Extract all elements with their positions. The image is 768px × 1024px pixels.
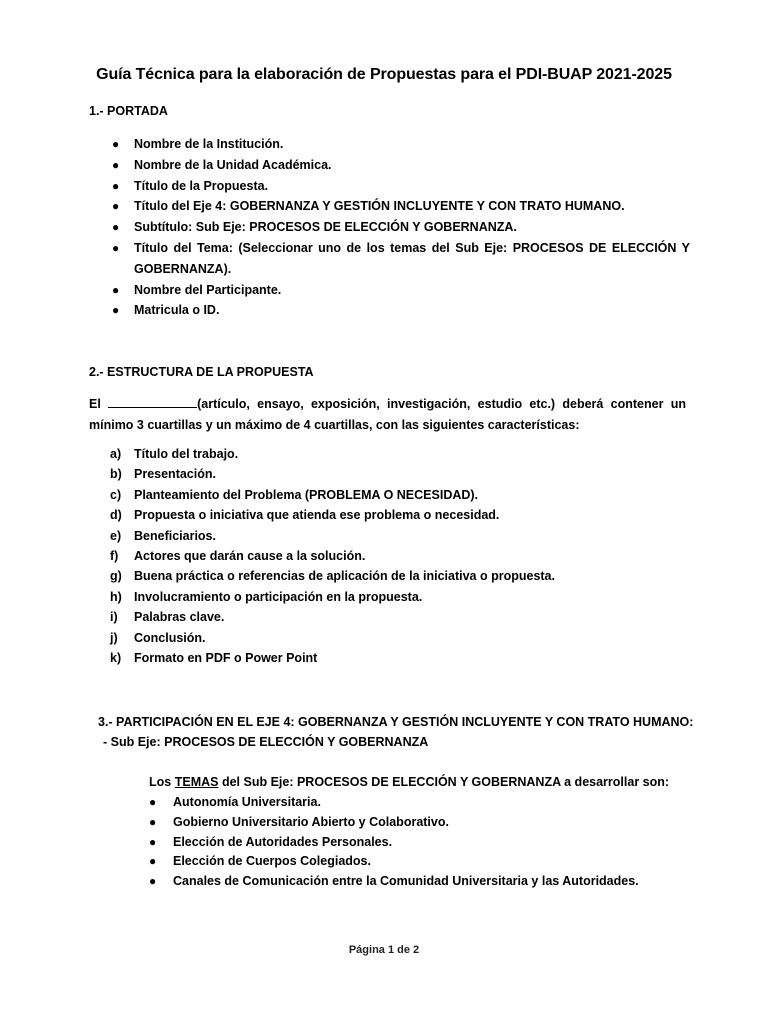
list-item: c) Planteamiento del Problema (PROBLEMA O NECESIDAD). — [110, 487, 479, 502]
list-item: i) Palabras clave. — [110, 610, 225, 625]
list-item: ● Elección de Autoridades Personales. — [148, 833, 708, 853]
list-item: ● Elección de Cuerpos Colegiados. — [148, 852, 708, 872]
bullet-icon: ● — [149, 874, 157, 889]
bullet-icon: ● — [149, 795, 157, 809]
list-item: a) Título del trabajo. — [110, 447, 239, 461]
list-item: ● Nombre del Participante. — [110, 280, 690, 301]
section-2-heading: 2.- ESTRUCTURA DE LA PROPUESTA — [89, 365, 314, 379]
bullet-icon: ● — [112, 240, 120, 255]
list-item: ● Nombre de la Institución. — [110, 134, 690, 155]
list-item: ● Autonomía Universitaria. — [148, 793, 708, 813]
list-item: f) Actores que darán cause a la solución. — [110, 549, 366, 564]
list-item: b) Presentación. — [110, 467, 216, 482]
bullet-icon: ● — [149, 834, 157, 849]
list-item: d) Propuesta o iniciativa que atienda ese problema o necesidad. — [110, 508, 500, 523]
bullet-icon: ● — [112, 282, 120, 297]
list-item: ● Canales de Comunicación entre la Comunidad Universitaria y las Autoridades. — [148, 872, 708, 892]
bullet-icon: ● — [112, 220, 120, 235]
bullet-icon: ● — [149, 854, 157, 869]
list-item: ● Gobierno Universitario Abierto y Colaborativo. — [148, 813, 708, 833]
list-item: ● Título del Eje 4: GOBERNANZA Y GESTIÓN INCLUYENTE Y CON TRATO HUMANO. — [110, 196, 690, 217]
list-item: e) Beneficiarios. — [110, 528, 216, 543]
document-title: Guía Técnica para la elaboración de Propuestas para el PDI-BUAP 2021-2025 — [96, 66, 672, 83]
structure-list — [110, 444, 690, 668]
temas-list — [148, 793, 708, 892]
section-2-intro: El (artículo, ensayo, exposición, investigación, estudio etc.) deberá contener un mínimo 3 cuartillas y un máximo de 4 cuartillas, con las siguientes características: — [89, 397, 686, 432]
fill-in-blank — [108, 395, 197, 408]
list-item: g) Buena práctica o referencias de aplicación de la iniciativa o propuesta. — [110, 569, 555, 584]
bullet-icon: ● — [112, 303, 120, 318]
bullet-icon: ● — [112, 199, 120, 214]
list-item: j) Conclusión. — [110, 630, 206, 645]
bullet-icon: ● — [149, 814, 157, 829]
section-3-heading: 3.- PARTICIPACIÓN EN EL EJE 4: GOBERNANZA Y GESTIÓN INCLUYENTE Y CON TRATO HUMANO: - Sub Eje: PROCESOS DE ELECCIÓN Y GOBERNANZA — [98, 715, 694, 749]
list-item: h) Involucramiento o participación en la propuesta. — [110, 589, 423, 604]
list-item: ● Nombre de la Unidad Académica. — [110, 155, 690, 176]
list-item: ● Título de la Propuesta. — [110, 176, 690, 197]
list-item: ● Matricula o ID. — [110, 300, 690, 321]
temas-intro: Los TEMAS del Sub Eje: PROCESOS DE ELECCIÓN Y GOBERNANZA a desarrollar son: — [149, 775, 670, 789]
bullet-icon: ● — [112, 178, 120, 193]
bullet-icon: ● — [112, 157, 120, 172]
list-item: ● Título del Tema: (Seleccionar uno de los temas del Sub Eje: PROCESOS DE ELECCIÓN Y GOBERNANZA). — [110, 238, 690, 280]
bullet-icon: ● — [112, 137, 120, 151]
section-1-heading: 1.- PORTADA — [89, 104, 168, 118]
portada-list — [110, 134, 690, 321]
list-item: ● Subtítulo: Sub Eje: PROCESOS DE ELECCIÓN Y GOBERNANZA. — [110, 217, 690, 238]
list-item: k) Formato en PDF o Power Point — [110, 651, 318, 666]
page-number: Página 1 de 2 — [348, 944, 420, 956]
